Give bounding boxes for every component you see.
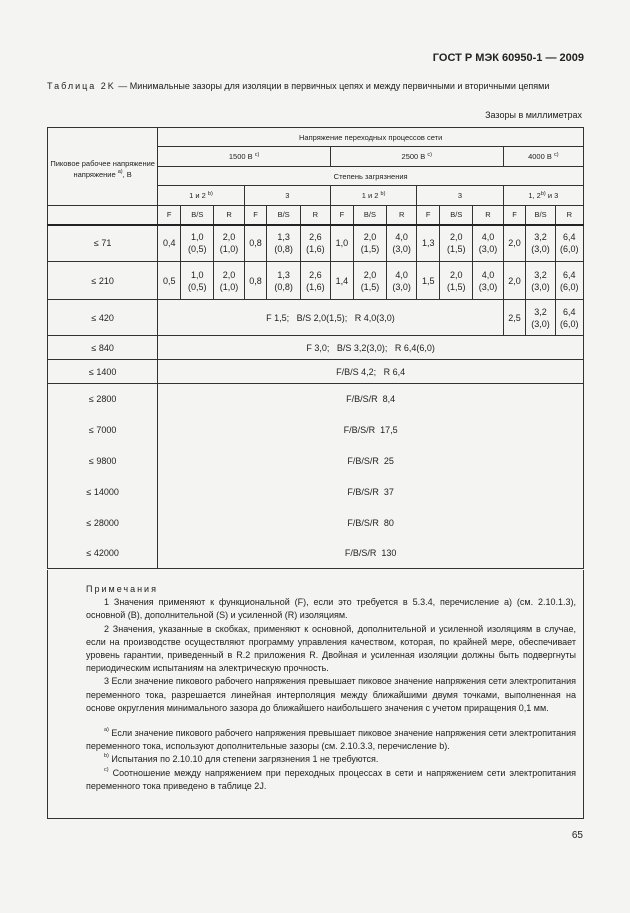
value-cell: 3,2 (3,0) — [526, 262, 555, 300]
value-cell: 4,0 (3,0) — [387, 225, 417, 262]
merged-value-cell: F/B/S 4,2; R 6,4 — [158, 360, 584, 384]
units-note: Зазоры в миллиметрах — [485, 110, 582, 120]
note-2: 2 Значения, указанные в скобках, применяют к основной, дополнительной и усиленной изоляциям в случае, если на производстве осуществляют программу управления качеством, которая, по крайней мере, обеспечивает уровень гарантии, приведенный в R.2 приложения R. Двойная и усиленная изоляции должны быть подвергнуты периодическим испытаниям на электрическую прочность. — [86, 623, 576, 674]
merged-value-cell: F/B/S/R 130 — [158, 539, 584, 569]
voltage-cell: ≤ 1400 — [48, 360, 158, 384]
voltage-cell: ≤ 28000 — [48, 508, 158, 539]
value-cell: 1,3 (0,8) — [267, 225, 300, 262]
sub-header: B/S — [181, 206, 214, 225]
value-cell: 2,6 (1,6) — [300, 225, 330, 262]
voltage-2500-header: 2500 В $^{c)}$ — [330, 147, 503, 167]
value-cell: 3,2 (3,0) — [526, 300, 555, 336]
standard-number: ГОСТ Р МЭК 60950-1 — 2009 — [432, 52, 584, 64]
value-cell: 4,0 (3,0) — [473, 225, 503, 262]
table-row — [48, 336, 584, 360]
sub-header: F — [244, 206, 267, 225]
value-cell: 4,0 (3,0) — [473, 262, 503, 300]
sub-header: F — [158, 206, 181, 225]
value-cell: 3,2 (3,0) — [526, 225, 555, 262]
value-cell: 1,0 (0,5) — [181, 262, 214, 300]
value-cell: 2,0 (1,0) — [214, 262, 244, 300]
sub-header: B/S — [353, 206, 386, 225]
table-row — [48, 508, 584, 539]
value-cell: 6,4 (6,0) — [555, 300, 583, 336]
sub-header: R — [555, 206, 583, 225]
value-cell: 0,4 — [158, 225, 181, 262]
voltage-cell: ≤ 42000 — [48, 539, 158, 569]
voltage-4000-header: 4000 В $^{c)}$ — [503, 147, 583, 167]
value-cell: 2,0 (1,5) — [353, 225, 386, 262]
table-caption — [47, 80, 584, 93]
transient-voltage-header: Напряжение переходных процессов сети — [158, 128, 584, 147]
pollution-1-2-a: 1 и 2 $^{b)}$ — [158, 186, 244, 206]
pollution-3-b: 3 — [417, 186, 503, 206]
sub-header: B/S — [440, 206, 473, 225]
table-row — [48, 446, 584, 477]
merged-value-cell: F/B/S/R 25 — [158, 446, 584, 477]
sub-header: R — [214, 206, 244, 225]
merged-value-cell: F/B/S/R 80 — [158, 508, 584, 539]
note-3: 3 Если значение пикового рабочего напряжения превышает пиковое значение напряжения сети электропитания переменного тока, разрешается линейная интерполяция между ближайшими двумя точками, выполненная на основе округления минимального зазора до ближайшего наибольшего значения с учетом приращения 0,1 мм. — [86, 676, 576, 713]
peak-voltage-header: Пиковое рабочее напряжение напряжение $^{a)}$, В — [48, 128, 158, 206]
note-1: 1 Значения применяют к функциональной (F), если это требуется в 5.3.4, перечисление а) (см. 2.10.1.3), основной (B), дополнительной (S) и усиленной (R) изоляциям. — [86, 597, 576, 621]
value-cell: 2,0 (1,0) — [214, 225, 244, 262]
merged-value-cell: F 3,0; B/S 3,2(3,0); R 6,4(6,0) — [158, 336, 584, 360]
footnote-a: $^{a)}$ Если значение пикового рабочего напряжения превышает пиковое значение напряжения сети электропитания переменного тока, используют дополнительные зазоры (см. 2.10.3.3, перечисление b). — [86, 727, 576, 752]
value-cell: 2,0 (1,5) — [353, 262, 386, 300]
sub-header: F — [417, 206, 440, 225]
value-cell: 1,0 — [330, 225, 353, 262]
pollution-3-a: 3 — [244, 186, 330, 206]
sub-header: F — [503, 206, 526, 225]
value-cell: 4,0 (3,0) — [387, 262, 417, 300]
value-cell: 2,0 (1,5) — [440, 225, 473, 262]
value-cell: 6,4 (6,0) — [555, 225, 583, 262]
table-row — [48, 415, 584, 446]
table-row — [48, 262, 584, 300]
sub-header: R — [387, 206, 417, 225]
sub-header: R — [300, 206, 330, 225]
voltage-cell: ≤ 9800 — [48, 446, 158, 477]
empty-header-cell — [48, 206, 158, 225]
pollution-1-2-3: 1, 2$^{b)}$ и 3 — [503, 186, 583, 206]
value-cell: 1,5 — [417, 262, 440, 300]
sub-header: F — [330, 206, 353, 225]
caption-label: Таблица 2K — [47, 81, 116, 91]
merged-value-cell: F/B/S/R 37 — [158, 477, 584, 508]
sub-header: B/S — [267, 206, 300, 225]
value-cell: 6,4 (6,0) — [555, 262, 583, 300]
value-cell: 0,8 — [244, 262, 267, 300]
table-row — [48, 300, 584, 336]
value-cell: 2,0 — [503, 225, 526, 262]
voltage-cell: ≤ 420 — [48, 300, 158, 336]
clearance-table — [47, 127, 584, 569]
voltage-cell: ≤ 7000 — [48, 415, 158, 446]
voltage-cell: ≤ 210 — [48, 262, 158, 300]
pollution-degree-header: Степень загрязнения — [158, 167, 584, 186]
merged-value-cell: F 1,5; B/S 2,0(1,5); R 4,0(3,0) — [158, 300, 503, 336]
voltage-cell: ≤ 71 — [48, 225, 158, 262]
sub-header: R — [473, 206, 503, 225]
page-number: 65 — [571, 830, 583, 841]
table-row — [48, 225, 584, 262]
table-row — [48, 360, 584, 384]
value-cell: 1,4 — [330, 262, 353, 300]
value-cell: 0,8 — [244, 225, 267, 262]
merged-value-cell: F/B/S/R 8,4 — [158, 384, 584, 415]
value-cell: 1,3 (0,8) — [267, 262, 300, 300]
notes-title: Примечания — [86, 584, 158, 594]
voltage-cell: ≤ 14000 — [48, 477, 158, 508]
table-row — [48, 384, 584, 415]
notes-box — [47, 570, 584, 819]
value-cell: 1,0 (0,5) — [181, 225, 214, 262]
sub-header: B/S — [526, 206, 555, 225]
voltage-1500-header: 1500 В $^{c)}$ — [158, 147, 331, 167]
value-cell: 2,5 — [503, 300, 526, 336]
footnote-c: $^{c)}$ Соотношение между напряжением при переходных процессах в сети и напряжением сети электропитания переменного тока приведено в таблице 2J. — [86, 766, 576, 791]
value-cell: 0,5 — [158, 262, 181, 300]
voltage-cell: ≤ 840 — [48, 336, 158, 360]
caption-text: — Минимальные зазоры для изоляции в первичных цепях и между первичными и вторичными цепями — [115, 81, 550, 91]
merged-value-cell: F/B/S/R 17,5 — [158, 415, 584, 446]
value-cell: 1,3 — [417, 225, 440, 262]
value-cell: 2,0 — [503, 262, 526, 300]
pollution-1-2-b: 1 и 2 $^{b)}$ — [330, 186, 416, 206]
footnote-b: $^{b)}$ Испытания по 2.10.10 для степени загрязнения 1 не требуются. — [104, 753, 379, 765]
value-cell: 2,0 (1,5) — [440, 262, 473, 300]
table-row — [48, 477, 584, 508]
value-cell: 2,6 (1,6) — [300, 262, 330, 300]
table-row — [48, 539, 584, 569]
voltage-cell: ≤ 2800 — [48, 384, 158, 415]
